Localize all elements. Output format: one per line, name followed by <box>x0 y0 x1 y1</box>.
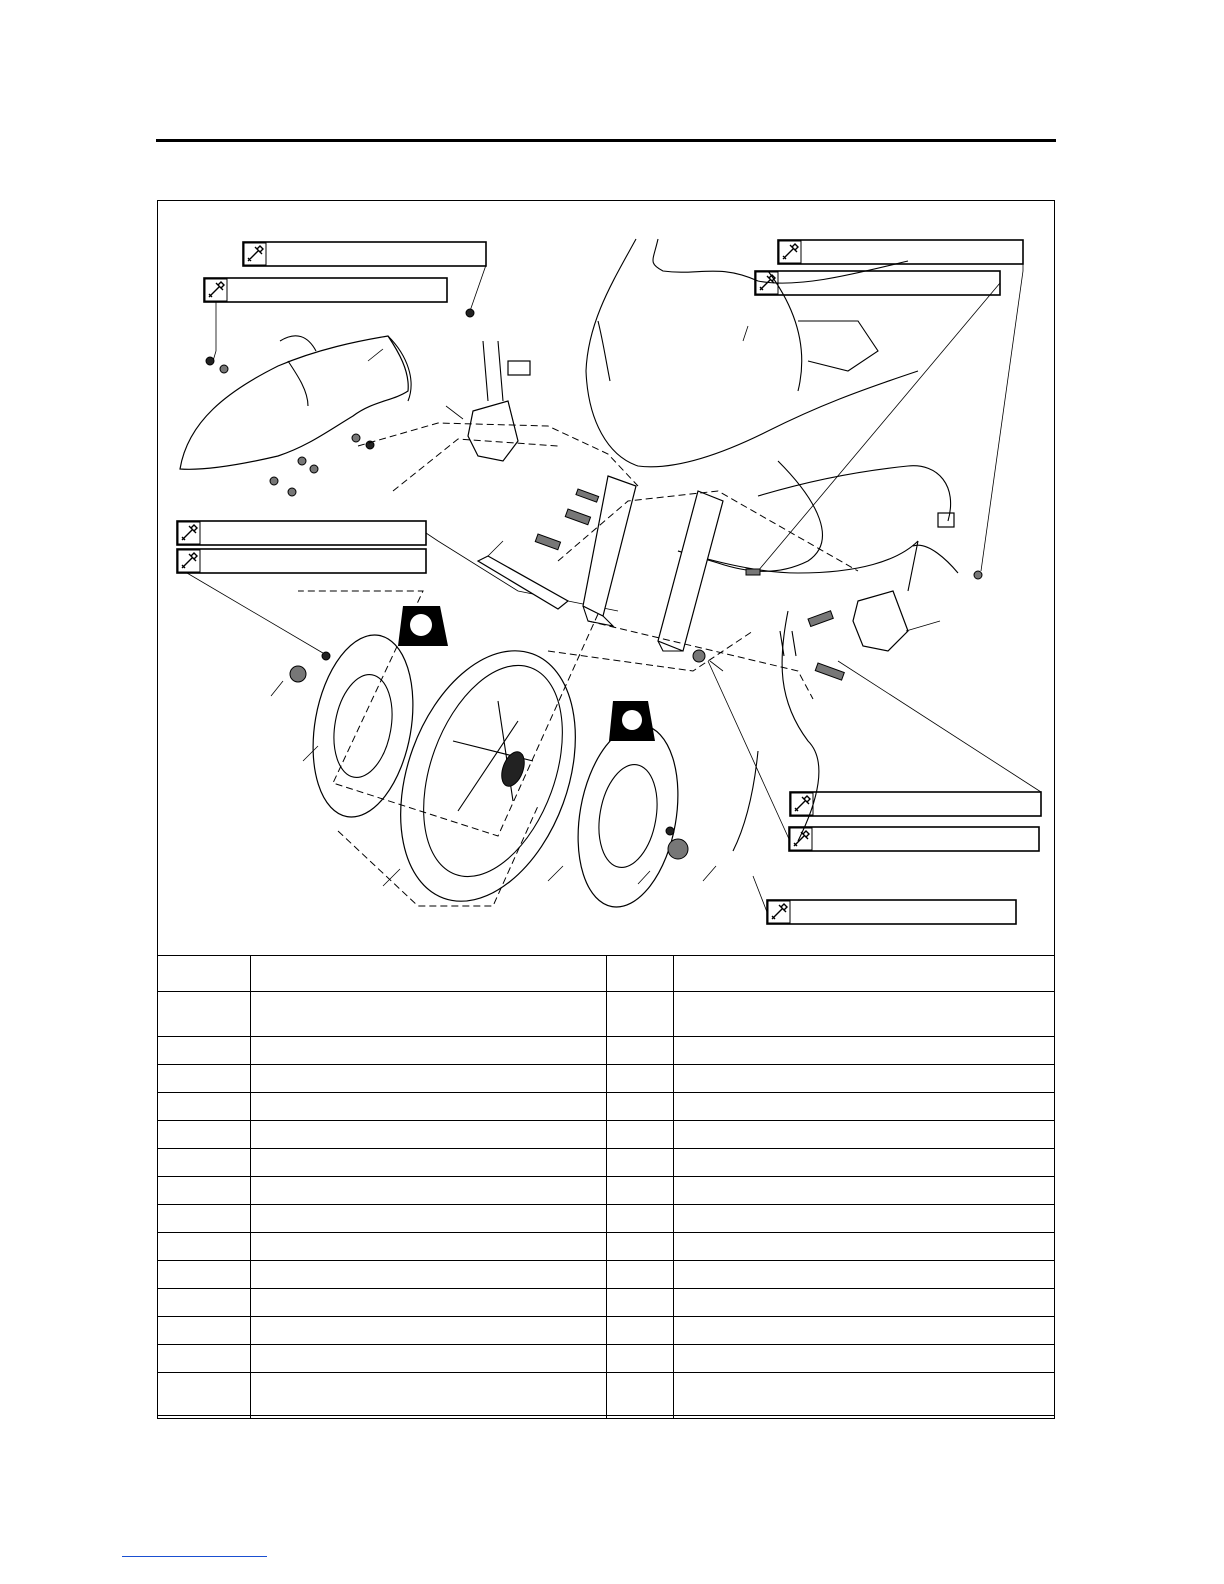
qty-cell <box>607 1345 674 1373</box>
job-cell <box>251 956 607 992</box>
front-wheel-axle <box>478 556 568 609</box>
remarks-cell <box>674 1261 1055 1289</box>
order-cell <box>158 1205 251 1233</box>
job-cell <box>251 1345 607 1373</box>
qty-cell <box>607 1317 674 1345</box>
order-cell <box>158 1233 251 1261</box>
torque-callout-1 <box>243 242 486 266</box>
parts-table <box>157 955 1055 1419</box>
order-cell <box>158 956 251 992</box>
qty-cell <box>607 992 674 1037</box>
left-brake-caliper <box>466 309 530 461</box>
right-brake-caliper <box>758 466 958 651</box>
job-cell <box>251 1289 607 1317</box>
table-row <box>158 1289 1055 1317</box>
job-cell <box>251 1177 607 1205</box>
order-cell <box>158 1345 251 1373</box>
remarks-cell <box>674 1065 1055 1093</box>
table-row <box>158 1093 1055 1121</box>
table-row <box>158 1149 1055 1177</box>
table-row <box>158 956 1055 992</box>
order-cell <box>158 1261 251 1289</box>
order-cell <box>158 1093 251 1121</box>
table-row <box>158 1177 1055 1205</box>
job-cell <box>251 1121 607 1149</box>
table-row <box>158 1205 1055 1233</box>
job-cell <box>251 1149 607 1177</box>
order-cell <box>158 1065 251 1093</box>
remarks-cell <box>674 1373 1055 1419</box>
table-row <box>158 1261 1055 1289</box>
table-row <box>158 1317 1055 1345</box>
remarks-cell <box>674 1317 1055 1345</box>
remarks-cell <box>674 1345 1055 1373</box>
torque-callout-6 <box>177 549 426 573</box>
torque-callout-9 <box>767 900 1016 924</box>
remarks-cell <box>674 1093 1055 1121</box>
table-row <box>158 992 1055 1037</box>
torque-callout-2 <box>204 278 447 302</box>
torque-callout-5 <box>177 521 426 545</box>
job-cell <box>251 1317 607 1345</box>
remarks-cell <box>674 1121 1055 1149</box>
qty-cell <box>607 956 674 992</box>
footer-link-underline[interactable] <box>122 1556 267 1557</box>
remarks-cell <box>674 1205 1055 1233</box>
remarks-cell <box>674 1037 1055 1065</box>
front-fender <box>180 336 411 496</box>
order-cell <box>158 1121 251 1149</box>
header-rule <box>156 139 1056 142</box>
job-cell <box>251 1261 607 1289</box>
qty-cell <box>607 1205 674 1233</box>
qty-cell <box>607 1121 674 1149</box>
qty-cell <box>607 1177 674 1205</box>
order-cell <box>158 1177 251 1205</box>
order-cell <box>158 1149 251 1177</box>
qty-cell <box>607 1093 674 1121</box>
table-row <box>158 1345 1055 1373</box>
order-cell <box>158 1373 251 1419</box>
qty-cell <box>607 1373 674 1419</box>
order-cell <box>158 1289 251 1317</box>
table-row <box>158 1037 1055 1065</box>
table-row <box>158 1065 1055 1093</box>
job-cell <box>251 1037 607 1065</box>
remarks-cell <box>674 992 1055 1037</box>
job-cell <box>251 1233 607 1261</box>
job-cell <box>251 1205 607 1233</box>
job-cell <box>251 1065 607 1093</box>
remarks-cell <box>674 956 1055 992</box>
qty-cell <box>607 1233 674 1261</box>
torque-callout-7 <box>790 792 1041 816</box>
remarks-cell <box>674 1177 1055 1205</box>
table-row <box>158 1373 1055 1419</box>
remarks-cell <box>674 1233 1055 1261</box>
qty-cell <box>607 1037 674 1065</box>
right-brake-disc <box>565 717 691 915</box>
table-row <box>158 1121 1055 1149</box>
torque-callout-3 <box>778 240 1023 264</box>
job-cell <box>251 1093 607 1121</box>
remarks-cell <box>674 1149 1055 1177</box>
job-cell <box>251 992 607 1037</box>
exploded-diagram <box>158 201 1054 955</box>
job-cell <box>251 1373 607 1419</box>
qty-cell <box>607 1261 674 1289</box>
order-cell <box>158 992 251 1037</box>
remarks-cell <box>674 1289 1055 1317</box>
torque-callout-8 <box>789 827 1039 851</box>
order-cell <box>158 1317 251 1345</box>
qty-cell <box>607 1065 674 1093</box>
order-cell <box>158 1037 251 1065</box>
qty-cell <box>607 1149 674 1177</box>
table-row <box>158 1233 1055 1261</box>
qty-cell <box>607 1289 674 1317</box>
